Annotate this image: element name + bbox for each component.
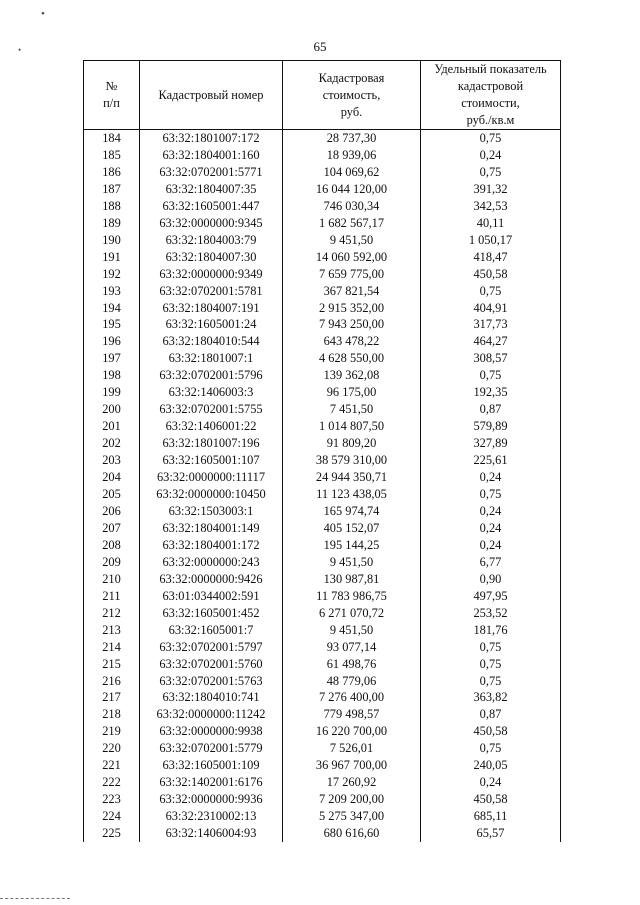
specific-indicator: 192,35 xyxy=(421,384,561,401)
row-number: 221 xyxy=(84,757,140,774)
specific-indicator: 0,75 xyxy=(421,367,561,384)
cadastral-number: 63:32:1605001:452 xyxy=(140,605,283,622)
specific-indicator: 0,75 xyxy=(421,639,561,656)
cadastral-value: 36 967 700,00 xyxy=(283,757,421,774)
cadastral-number: 63:32:1804007:191 xyxy=(140,300,283,317)
specific-indicator: 40,11 xyxy=(421,215,561,232)
cadastral-value: 1 682 567,17 xyxy=(283,215,421,232)
cadastral-value: 2 915 352,00 xyxy=(283,300,421,317)
cadastral-number: 63:32:1804001:149 xyxy=(140,520,283,537)
specific-indicator: 0,90 xyxy=(421,571,561,588)
scan-mark: • xyxy=(41,8,45,20)
row-number: 223 xyxy=(84,791,140,808)
table-row xyxy=(84,469,561,486)
row-number: 222 xyxy=(84,774,140,791)
cadastral-number: 63:32:1804010:544 xyxy=(140,333,283,350)
cadastral-number: 63:32:0000000:9345 xyxy=(140,215,283,232)
table-row xyxy=(84,316,561,333)
table-row xyxy=(84,757,561,774)
table-row xyxy=(84,283,561,300)
table-row xyxy=(84,367,561,384)
specific-indicator: 0,75 xyxy=(421,740,561,757)
row-number: 198 xyxy=(84,367,140,384)
table-row xyxy=(84,537,561,554)
specific-indicator: 579,89 xyxy=(421,418,561,435)
row-number: 207 xyxy=(84,520,140,537)
cadastral-value: 680 616,60 xyxy=(283,825,421,842)
cadastral-value: 779 498,57 xyxy=(283,706,421,723)
specific-indicator: 685,11 xyxy=(421,808,561,825)
specific-indicator: 404,91 xyxy=(421,300,561,317)
cadastral-number: 63:32:0000000:11117 xyxy=(140,469,283,486)
row-number: 209 xyxy=(84,554,140,571)
specific-indicator: 0,75 xyxy=(421,486,561,503)
cadastral-number: 63:32:1406001:22 xyxy=(140,418,283,435)
cadastral-number: 63:32:1801007:172 xyxy=(140,130,283,147)
row-number: 202 xyxy=(84,435,140,452)
cadastral-number: 63:32:0000000:11242 xyxy=(140,706,283,723)
cadastral-value: 9 451,50 xyxy=(283,622,421,639)
specific-indicator: 327,89 xyxy=(421,435,561,452)
specific-indicator: 418,47 xyxy=(421,249,561,266)
specific-indicator: 0,24 xyxy=(421,469,561,486)
table-row xyxy=(84,571,561,588)
specific-indicator: 0,75 xyxy=(421,673,561,690)
cadastral-number: 63:32:0702001:5781 xyxy=(140,283,283,300)
cadastral-number: 63:32:1406004:93 xyxy=(140,825,283,842)
specific-indicator: 0,24 xyxy=(421,774,561,791)
cadastral-number: 63:32:1406003:3 xyxy=(140,384,283,401)
cadastral-number: 63:32:0702001:5755 xyxy=(140,401,283,418)
table-row xyxy=(84,384,561,401)
cadastral-value: 38 579 310,00 xyxy=(283,452,421,469)
row-number: 210 xyxy=(84,571,140,588)
cadastral-number: 63:32:1804001:172 xyxy=(140,537,283,554)
specific-indicator: 181,76 xyxy=(421,622,561,639)
row-number: 214 xyxy=(84,639,140,656)
row-number: 192 xyxy=(84,266,140,283)
specific-indicator: 0,24 xyxy=(421,147,561,164)
cadastral-number: 63:32:0702001:5797 xyxy=(140,639,283,656)
table-row xyxy=(84,588,561,605)
cadastral-value: 48 779,06 xyxy=(283,673,421,690)
cadastral-value: 7 209 200,00 xyxy=(283,791,421,808)
row-number: 212 xyxy=(84,605,140,622)
table-row xyxy=(84,198,561,215)
table-row xyxy=(84,791,561,808)
table-row xyxy=(84,622,561,639)
table-row xyxy=(84,452,561,469)
cadastral-number: 63:32:1605001:447 xyxy=(140,198,283,215)
cadastral-value: 16 220 700,00 xyxy=(283,723,421,740)
cadastral-value: 165 974,74 xyxy=(283,503,421,520)
cadastral-value: 18 939,06 xyxy=(283,147,421,164)
row-number: 218 xyxy=(84,706,140,723)
cadastral-number: 63:32:1804007:35 xyxy=(140,181,283,198)
cadastral-number: 63:32:1804007:30 xyxy=(140,249,283,266)
table-row xyxy=(84,774,561,791)
cadastral-value: 1 014 807,50 xyxy=(283,418,421,435)
row-number: 189 xyxy=(84,215,140,232)
cadastral-number: 63:32:1605001:7 xyxy=(140,622,283,639)
table-row xyxy=(84,215,561,232)
table-row xyxy=(84,656,561,673)
cadastral-value: 746 030,34 xyxy=(283,198,421,215)
specific-indicator: 0,24 xyxy=(421,503,561,520)
header-cadastral-value: Кадастровая стоимость, руб. xyxy=(283,61,421,130)
specific-indicator: 65,57 xyxy=(421,825,561,842)
cadastral-number: 63:32:1804001:160 xyxy=(140,147,283,164)
cadastral-number: 63:32:0000000:9426 xyxy=(140,571,283,588)
specific-indicator: 450,58 xyxy=(421,791,561,808)
row-number: 206 xyxy=(84,503,140,520)
row-number: 196 xyxy=(84,333,140,350)
specific-indicator: 342,53 xyxy=(421,198,561,215)
cadastral-number: 63:32:0702001:5760 xyxy=(140,656,283,673)
row-number: 200 xyxy=(84,401,140,418)
cadastral-value: 7 451,50 xyxy=(283,401,421,418)
table-row xyxy=(84,350,561,367)
row-number: 220 xyxy=(84,740,140,757)
cadastral-value: 7 943 250,00 xyxy=(283,316,421,333)
table-body xyxy=(84,130,561,843)
row-number: 193 xyxy=(84,283,140,300)
cadastral-value: 367 821,54 xyxy=(283,283,421,300)
specific-indicator: 450,58 xyxy=(421,266,561,283)
specific-indicator: 308,57 xyxy=(421,350,561,367)
header-specific-indicator: Удельный показатель кадастровой стоимости, руб./кв.м xyxy=(421,61,561,130)
specific-indicator: 0,87 xyxy=(421,401,561,418)
scan-edge-mark xyxy=(0,898,70,900)
table-row xyxy=(84,706,561,723)
cadastral-number: 63:32:1605001:107 xyxy=(140,452,283,469)
table-row xyxy=(84,130,561,147)
row-number: 224 xyxy=(84,808,140,825)
cadastral-number: 63:32:0702001:5796 xyxy=(140,367,283,384)
cadastral-value: 93 077,14 xyxy=(283,639,421,656)
cadastral-number: 63:32:1605001:109 xyxy=(140,757,283,774)
cadastral-value: 4 628 550,00 xyxy=(283,350,421,367)
table-row xyxy=(84,147,561,164)
specific-indicator: 1 050,17 xyxy=(421,232,561,249)
specific-indicator: 240,05 xyxy=(421,757,561,774)
row-number: 185 xyxy=(84,147,140,164)
header-number: № п/п xyxy=(84,61,140,130)
cadastral-number: 63:32:0702001:5771 xyxy=(140,164,283,181)
cadastral-value: 405 152,07 xyxy=(283,520,421,537)
row-number: 216 xyxy=(84,673,140,690)
table-row xyxy=(84,723,561,740)
row-number: 191 xyxy=(84,249,140,266)
cadastral-number: 63:32:1503003:1 xyxy=(140,503,283,520)
cadastral-value: 7 276 400,00 xyxy=(283,689,421,706)
cadastral-value: 104 069,62 xyxy=(283,164,421,181)
row-number: 204 xyxy=(84,469,140,486)
table-row xyxy=(84,266,561,283)
specific-indicator: 497,95 xyxy=(421,588,561,605)
specific-indicator: 391,32 xyxy=(421,181,561,198)
cadastral-number: 63:32:0000000:9349 xyxy=(140,266,283,283)
table-row xyxy=(84,808,561,825)
cadastral-number: 63:32:1804003:79 xyxy=(140,232,283,249)
specific-indicator: 0,87 xyxy=(421,706,561,723)
table-row xyxy=(84,249,561,266)
scan-mark: • xyxy=(18,45,22,55)
cadastral-value: 9 451,50 xyxy=(283,232,421,249)
row-number: 186 xyxy=(84,164,140,181)
cadastral-value: 96 175,00 xyxy=(283,384,421,401)
cadastral-value: 139 362,08 xyxy=(283,367,421,384)
specific-indicator: 363,82 xyxy=(421,689,561,706)
row-number: 201 xyxy=(84,418,140,435)
cadastral-value: 7 659 775,00 xyxy=(283,266,421,283)
table-row xyxy=(84,689,561,706)
table-row xyxy=(84,639,561,656)
cadastral-value: 195 144,25 xyxy=(283,537,421,554)
row-number: 188 xyxy=(84,198,140,215)
table-row xyxy=(84,520,561,537)
header-cadastral-number: Кадастровый номер xyxy=(140,61,283,130)
cadastral-number: 63:32:1801007:1 xyxy=(140,350,283,367)
table-header xyxy=(84,61,561,130)
table-row xyxy=(84,673,561,690)
cadastral-number: 63:32:0000000:243 xyxy=(140,554,283,571)
specific-indicator: 0,75 xyxy=(421,164,561,181)
cadastral-number: 63:32:1402001:6176 xyxy=(140,774,283,791)
row-number: 203 xyxy=(84,452,140,469)
table-row xyxy=(84,554,561,571)
cadastral-value: 14 060 592,00 xyxy=(283,249,421,266)
cadastral-number: 63:32:0000000:9938 xyxy=(140,723,283,740)
specific-indicator: 317,73 xyxy=(421,316,561,333)
row-number: 205 xyxy=(84,486,140,503)
row-number: 187 xyxy=(84,181,140,198)
cadastral-value: 11 783 986,75 xyxy=(283,588,421,605)
table-row xyxy=(84,164,561,181)
table-row xyxy=(84,333,561,350)
table-row xyxy=(84,503,561,520)
row-number: 197 xyxy=(84,350,140,367)
cadastral-value: 17 260,92 xyxy=(283,774,421,791)
row-number: 211 xyxy=(84,588,140,605)
specific-indicator: 0,75 xyxy=(421,656,561,673)
specific-indicator: 6,77 xyxy=(421,554,561,571)
specific-indicator: 450,58 xyxy=(421,723,561,740)
table-row xyxy=(84,232,561,249)
cadastral-number: 63:32:0000000:10450 xyxy=(140,486,283,503)
cadastral-number: 63:32:0000000:9936 xyxy=(140,791,283,808)
cadastral-value: 9 451,50 xyxy=(283,554,421,571)
specific-indicator: 0,24 xyxy=(421,537,561,554)
page-number: 65 xyxy=(313,39,327,54)
cadastral-value: 28 737,30 xyxy=(283,130,421,147)
cadastral-number: 63:32:1804010:741 xyxy=(140,689,283,706)
cadastral-value: 61 498,76 xyxy=(283,656,421,673)
specific-indicator: 464,27 xyxy=(421,333,561,350)
row-number: 213 xyxy=(84,622,140,639)
cadastral-table xyxy=(83,60,561,842)
row-number: 215 xyxy=(84,656,140,673)
row-number: 195 xyxy=(84,316,140,333)
row-number: 219 xyxy=(84,723,140,740)
cadastral-value: 7 526,01 xyxy=(283,740,421,757)
cadastral-value: 5 275 347,00 xyxy=(283,808,421,825)
cadastral-number: 63:32:1801007:196 xyxy=(140,435,283,452)
row-number: 199 xyxy=(84,384,140,401)
cadastral-value: 6 271 070,72 xyxy=(283,605,421,622)
cadastral-number: 63:01:0344002:591 xyxy=(140,588,283,605)
cadastral-value: 16 044 120,00 xyxy=(283,181,421,198)
specific-indicator: 0,75 xyxy=(421,283,561,300)
cadastral-value: 11 123 438,05 xyxy=(283,486,421,503)
table-row xyxy=(84,435,561,452)
specific-indicator: 0,24 xyxy=(421,520,561,537)
row-number: 184 xyxy=(84,130,140,147)
cadastral-value: 91 809,20 xyxy=(283,435,421,452)
table-row xyxy=(84,401,561,418)
cadastral-value: 643 478,22 xyxy=(283,333,421,350)
specific-indicator: 225,61 xyxy=(421,452,561,469)
cadastral-value: 24 944 350,71 xyxy=(283,469,421,486)
table-row xyxy=(84,825,561,842)
table-row xyxy=(84,486,561,503)
row-number: 225 xyxy=(84,825,140,842)
row-number: 217 xyxy=(84,689,140,706)
specific-indicator: 253,52 xyxy=(421,605,561,622)
cadastral-number: 63:32:0702001:5763 xyxy=(140,673,283,690)
cadastral-number: 63:32:0702001:5779 xyxy=(140,740,283,757)
table-row xyxy=(84,740,561,757)
table-row xyxy=(84,605,561,622)
cadastral-value: 130 987,81 xyxy=(283,571,421,588)
table-row xyxy=(84,300,561,317)
row-number: 194 xyxy=(84,300,140,317)
row-number: 208 xyxy=(84,537,140,554)
cadastral-number: 63:32:1605001:24 xyxy=(140,316,283,333)
table-row xyxy=(84,181,561,198)
cadastral-number: 63:32:2310002:13 xyxy=(140,808,283,825)
table-row xyxy=(84,418,561,435)
specific-indicator: 0,75 xyxy=(421,130,561,147)
row-number: 190 xyxy=(84,232,140,249)
